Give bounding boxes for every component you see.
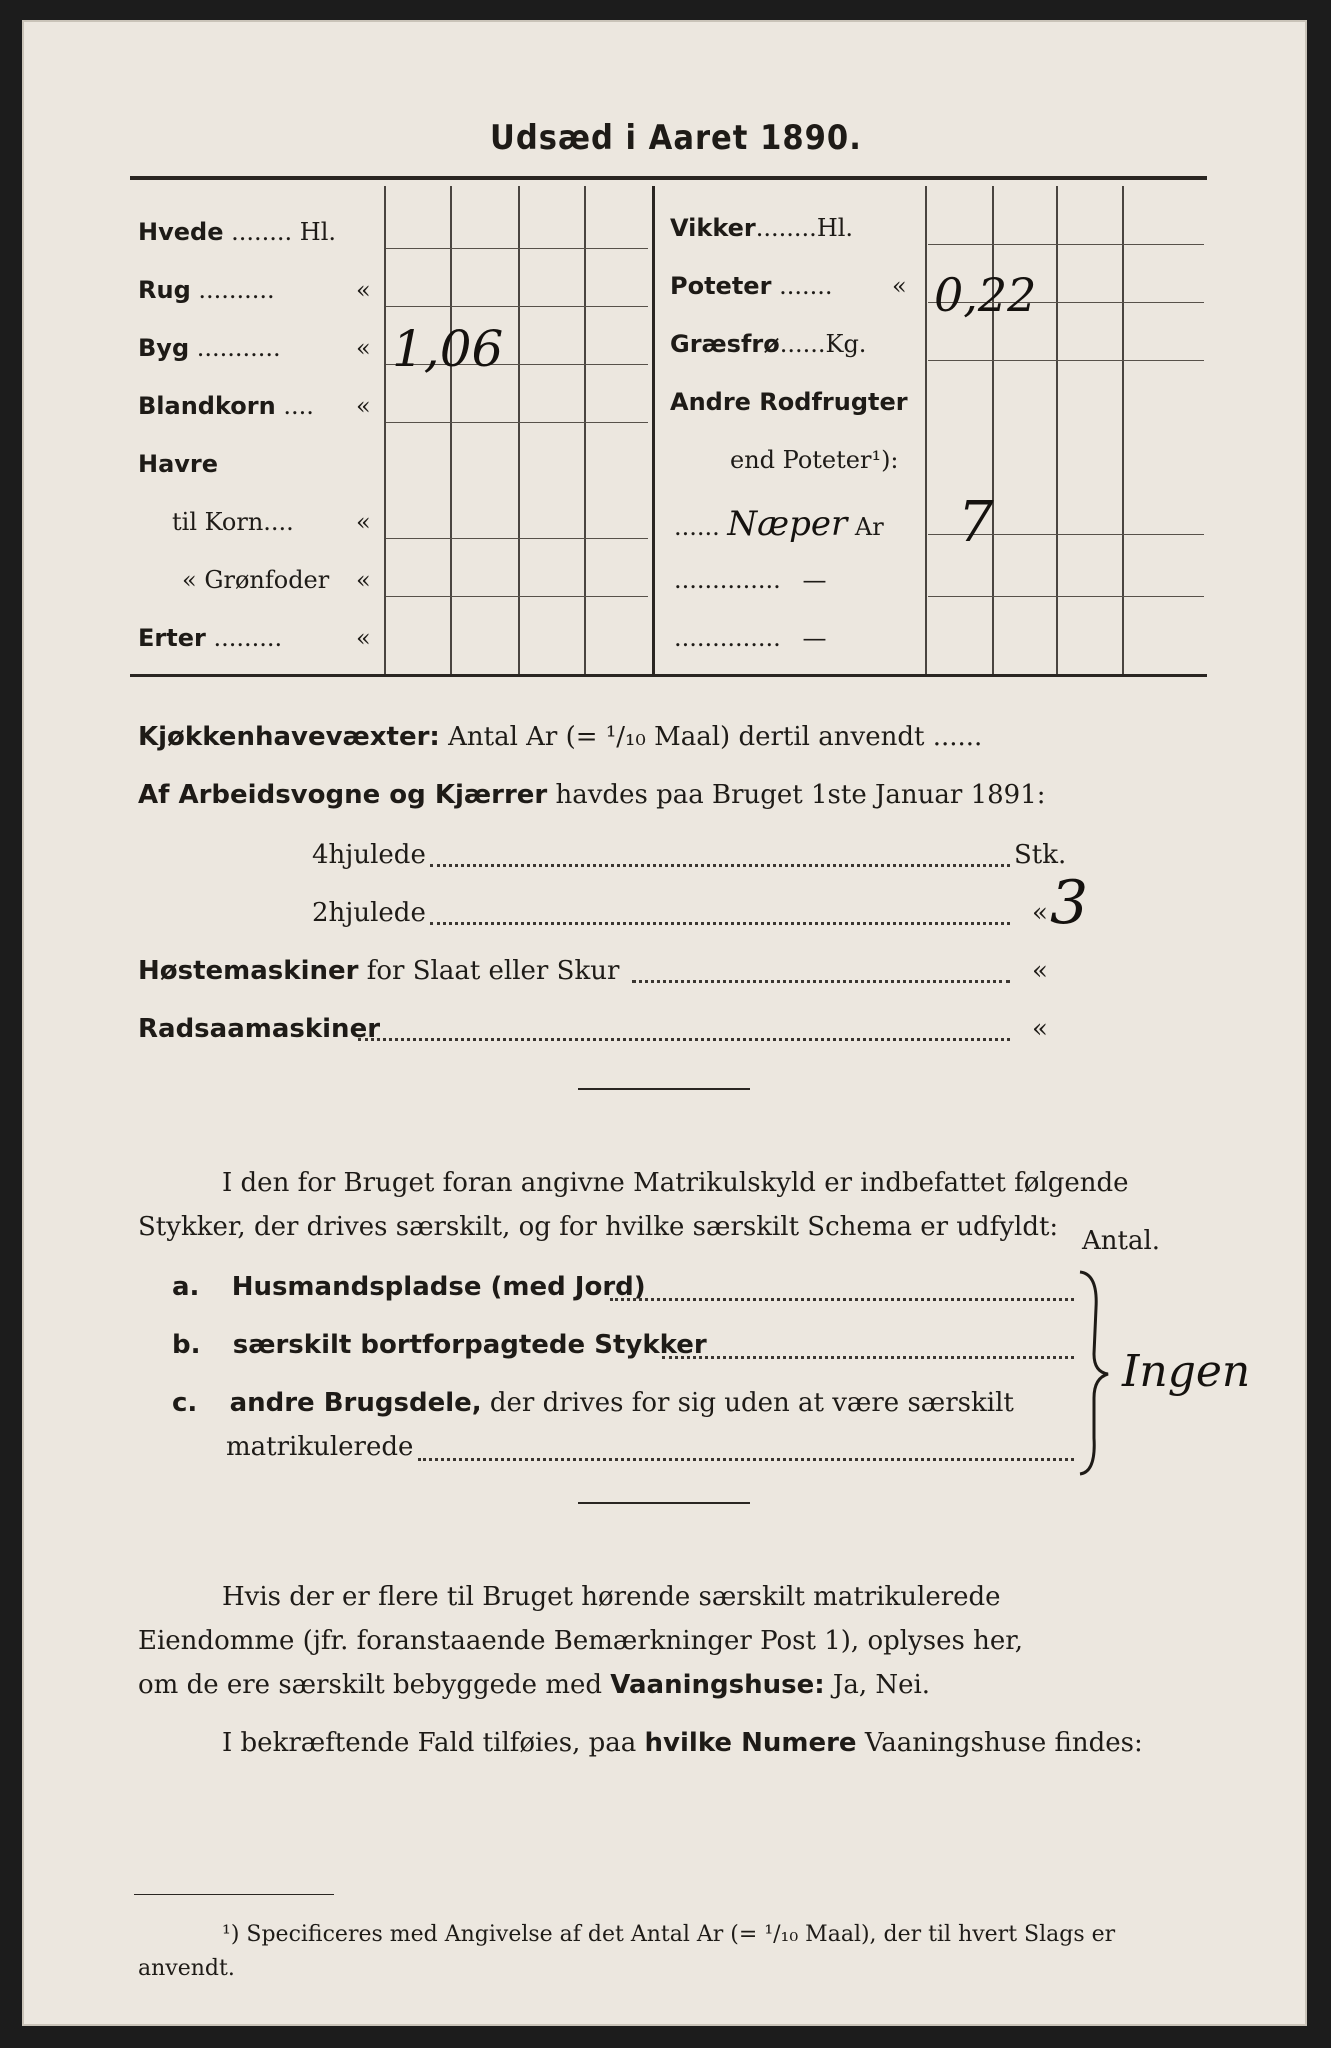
leader-dots xyxy=(662,1356,1074,1359)
crop-name: til Korn xyxy=(172,508,264,536)
crop-row-left xyxy=(138,392,371,420)
hostemaskiner-text: for Slaat eller Skur xyxy=(366,956,620,986)
crop-name: Byg xyxy=(138,334,190,362)
antal-label: Antal. xyxy=(1082,1226,1161,1256)
crop-unit: Hl. xyxy=(299,218,337,246)
crop-row-right xyxy=(670,330,866,358)
crop-row-left xyxy=(138,624,371,652)
cell-line xyxy=(386,538,648,539)
crop-unit: « xyxy=(356,624,371,652)
hostemaskiner-label: Høstemaskiner xyxy=(138,956,359,986)
crop-dots: ....... xyxy=(779,272,833,300)
section-separator xyxy=(578,1502,750,1504)
para3-text-end: Vaaningshuse findes: xyxy=(864,1728,1143,1758)
section-separator xyxy=(578,1088,750,1090)
page-title: Udsæd i Aaret 1890. xyxy=(490,118,862,158)
crop-dots: ........... xyxy=(196,334,281,362)
crop-row-left xyxy=(182,566,371,594)
crop-dots: .......... xyxy=(198,276,275,304)
item-c-continuation: matrikulerede xyxy=(226,1432,414,1462)
leader-dots xyxy=(430,922,1010,925)
leader-dots xyxy=(418,1458,1074,1461)
crop-name: end Poteter¹): xyxy=(730,446,899,474)
left-col-divider xyxy=(518,186,520,674)
footnote-line2: anvendt. xyxy=(138,1956,235,1981)
kjokken-line xyxy=(138,722,982,752)
para3-bold: hvilke Numere xyxy=(644,1728,857,1758)
para2-line1: Hvis der er flere til Bruget hørende særskilt matrikulerede xyxy=(222,1582,1001,1612)
table-bottom-rule xyxy=(130,674,1207,677)
crop-row-left xyxy=(138,334,371,362)
radsaamaskiner-label: Radsaamaskiner xyxy=(138,1014,381,1044)
item-letter: a. xyxy=(172,1272,200,1302)
kjokken-text: Antal Ar (= ¹/₁₀ Maal) dertil anvendt ...... xyxy=(448,722,983,752)
crop-name: Erter xyxy=(138,624,206,652)
grouping-brace xyxy=(1074,1268,1114,1478)
crop-name-handwritten: Næper xyxy=(727,504,848,544)
kjokken-label: Kjøkkenhavevæxter: xyxy=(138,722,440,752)
radsaamaskiner-unit: « xyxy=(1032,1014,1048,1044)
crop-unit: « xyxy=(356,334,371,362)
vogn-4hjulede-unit: Stk. xyxy=(1014,840,1067,870)
para3 xyxy=(222,1728,1143,1758)
crop-row-left xyxy=(138,276,371,304)
footnote-rule xyxy=(134,1894,334,1895)
crop-name: Hvede xyxy=(138,218,224,246)
left-col-divider xyxy=(450,186,452,674)
hostemaskiner-line xyxy=(138,956,619,986)
leader-dots xyxy=(358,1038,1010,1041)
item-label: særskilt bortforpagtede Stykker xyxy=(232,1330,707,1360)
para2-text: om de ere særskilt bebyggede med xyxy=(138,1670,603,1700)
right-col-divider xyxy=(992,186,994,674)
crop-dots: .............. xyxy=(674,624,781,652)
crop-dots: ......... xyxy=(213,624,283,652)
crop-unit: Hl. xyxy=(816,214,854,242)
crop-unit: « xyxy=(356,276,371,304)
crop-dots: ........ xyxy=(231,218,293,246)
crop-dots: .... xyxy=(283,392,314,420)
vogn-2hjulede-value: 3 xyxy=(1050,868,1089,938)
cell-line xyxy=(928,244,1204,245)
item-label: Husmandspladse (med Jord) xyxy=(231,1272,646,1302)
crop-name: Græsfrø xyxy=(670,330,780,358)
crop-dots: .... xyxy=(263,508,294,536)
crop-row-right xyxy=(674,624,826,652)
vogn-2hjulede-unit: « xyxy=(1032,898,1048,928)
crop-row-left xyxy=(172,508,371,536)
crop-row-right xyxy=(674,504,884,544)
crop-row-right xyxy=(670,272,907,300)
cell-line xyxy=(386,422,648,423)
para2-line3 xyxy=(138,1670,930,1700)
crop-name: « Grønfoder xyxy=(182,566,330,594)
cell-line xyxy=(928,360,1204,361)
crop-row-right xyxy=(670,214,853,242)
arbeid-line xyxy=(138,780,1046,810)
item-b xyxy=(172,1330,707,1360)
crop-unit: « xyxy=(356,566,371,594)
right-col-divider xyxy=(1122,186,1124,674)
leader-dots xyxy=(430,864,1010,867)
crop-unit: « xyxy=(356,392,371,420)
crop-name: Vikker xyxy=(670,214,756,242)
left-col-divider xyxy=(384,186,386,674)
matrikul-intro-2: Stykker, der drives særskilt, og for hvilke særskilt Schema er udfyldt: xyxy=(138,1212,1059,1242)
poteter-value: 0,22 xyxy=(934,268,1037,322)
item-text: der drives for sig uden at være særskilt xyxy=(489,1388,1014,1418)
right-col-divider xyxy=(1056,186,1058,674)
vogn-2hjulede-label: 2hjulede xyxy=(312,898,426,928)
crop-row-right xyxy=(730,446,899,474)
matrikul-intro-1: I den for Bruget foran angivne Matrikulskyld er indbefattet følgende xyxy=(222,1168,1129,1198)
para2-line2: Eiendomme (jfr. foranstaaende Bemærkninger Post 1), oplyses her, xyxy=(138,1626,1024,1656)
right-col-divider xyxy=(925,186,927,674)
byg-value: 1,06 xyxy=(392,320,504,378)
vogn-4hjulede-label: 4hjulede xyxy=(312,840,426,870)
census-form-page xyxy=(22,20,1307,2026)
leader-dots xyxy=(610,1298,1074,1301)
crop-row-left xyxy=(138,450,218,478)
antal-value: Ingen xyxy=(1122,1346,1251,1397)
crop-name: Poteter xyxy=(670,272,772,300)
crop-dots: ........ xyxy=(755,214,817,242)
item-c xyxy=(172,1388,1014,1418)
item-letter: c. xyxy=(172,1388,198,1418)
left-col-divider xyxy=(584,186,586,674)
crop-unit: « xyxy=(892,272,907,300)
crop-unit: — xyxy=(802,566,827,594)
table-center-divider xyxy=(652,186,655,674)
crop-name: Andre Rodfrugter xyxy=(670,388,908,416)
hostemaskiner-unit: « xyxy=(1032,956,1048,986)
crop-row-right xyxy=(670,388,908,416)
para2-options: Ja, Nei. xyxy=(832,1670,931,1700)
arbeid-label: Af Arbeidsvogne og Kjærrer xyxy=(138,780,548,810)
crop-name: Rug xyxy=(138,276,191,304)
footnote-line1: ¹) Specificeres med Angivelse af det Antal Ar (= ¹/₁₀ Maal), der til hvert Slags er xyxy=(222,1922,1116,1947)
para2-bold: Vaaningshuse: xyxy=(610,1670,825,1700)
item-letter: b. xyxy=(172,1330,201,1360)
arbeid-text: havdes paa Bruget 1ste Januar 1891: xyxy=(555,780,1046,810)
crop-unit: — xyxy=(802,624,827,652)
para3-text: I bekræftende Fald tilføies, paa xyxy=(222,1728,637,1758)
naeper-value: 7 xyxy=(958,490,994,555)
cell-line xyxy=(386,306,648,307)
crop-name: Blandkorn xyxy=(138,392,276,420)
item-a xyxy=(172,1272,646,1302)
crop-unit: Ar xyxy=(854,513,884,541)
crop-row-right xyxy=(674,566,826,594)
leader-dots xyxy=(632,980,1010,983)
crop-dots: ...... xyxy=(674,513,720,541)
crop-row-left xyxy=(138,218,336,246)
cell-line xyxy=(386,596,648,597)
cell-line xyxy=(386,248,648,249)
crop-unit: « xyxy=(356,508,371,536)
crop-unit: Kg. xyxy=(825,330,867,358)
radsaamaskiner-line xyxy=(138,1014,380,1044)
crop-dots: ...... xyxy=(779,330,826,358)
title-rule xyxy=(130,176,1207,180)
crop-dots: .............. xyxy=(674,566,781,594)
item-label: andre Brugsdele, xyxy=(229,1388,482,1418)
crop-name: Havre xyxy=(138,450,219,478)
cell-line xyxy=(928,596,1204,597)
